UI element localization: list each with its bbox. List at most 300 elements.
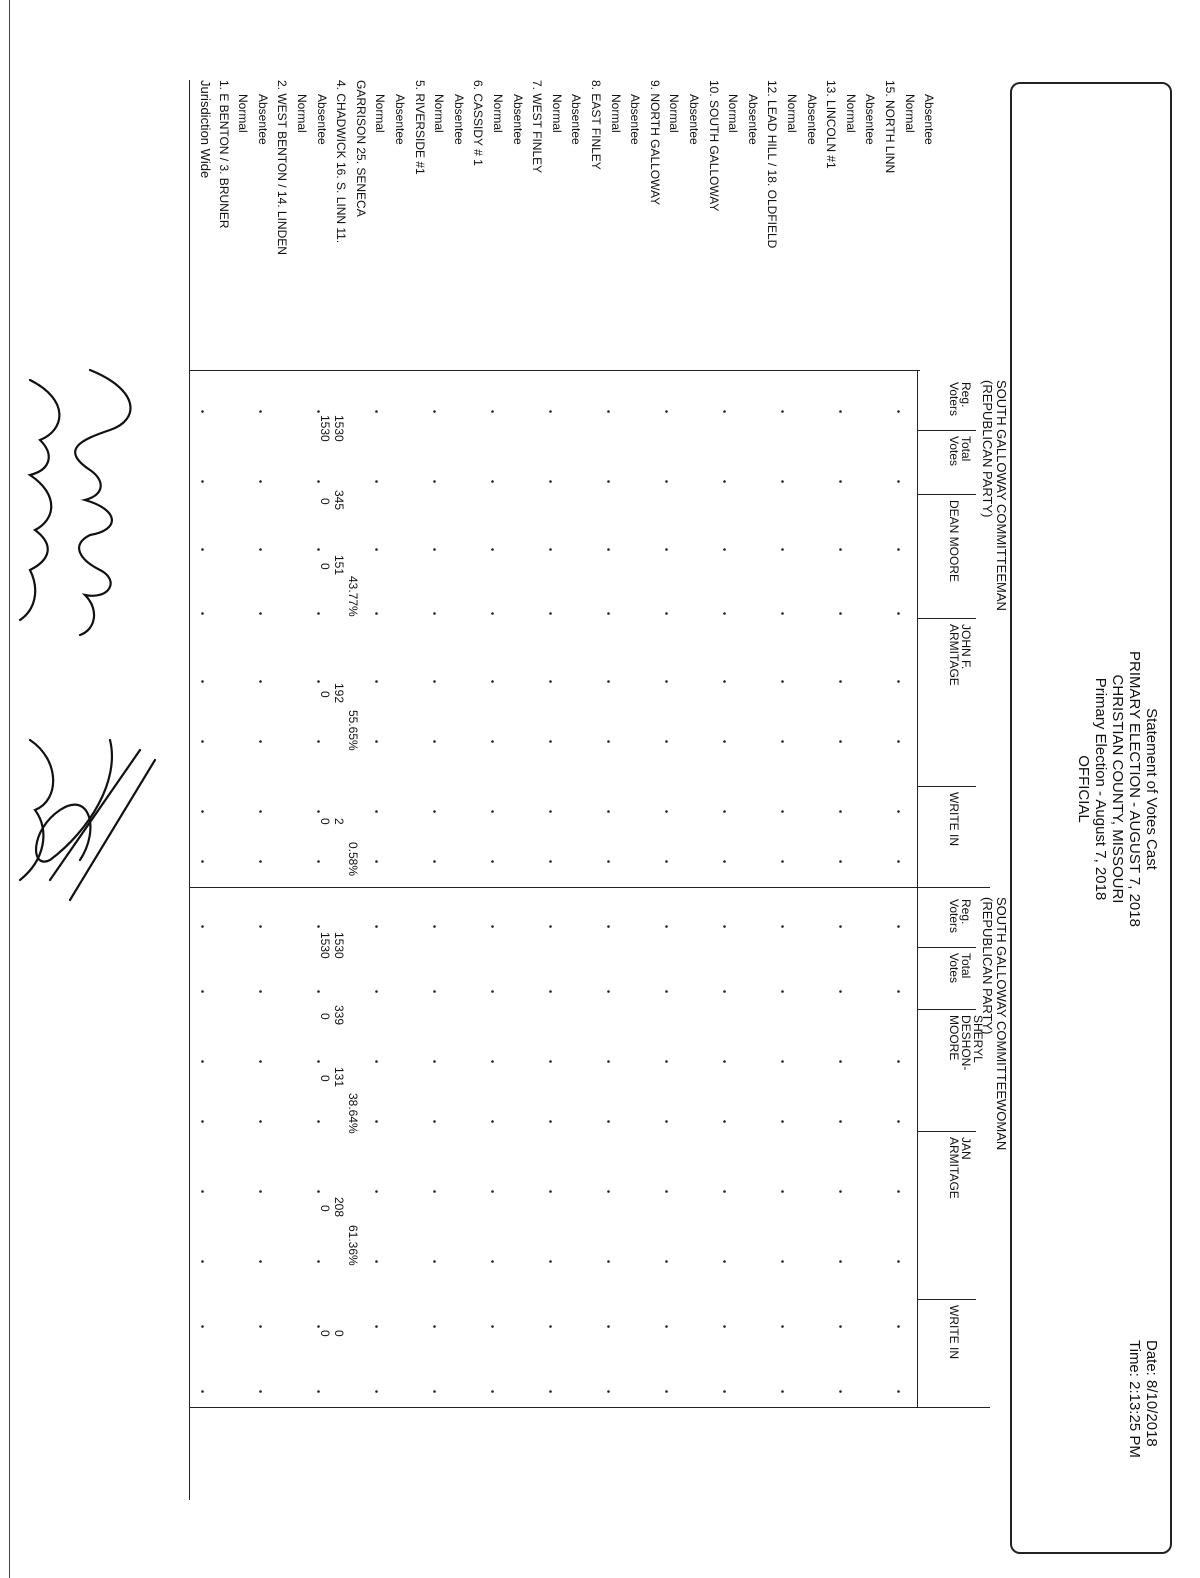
empty-cell-dot bbox=[665, 410, 668, 413]
empty-cell-dot bbox=[549, 1060, 552, 1063]
empty-cell-dot bbox=[607, 1390, 610, 1393]
contest2-col-cand1 bbox=[948, 1015, 984, 1070]
empty-cell-dot bbox=[317, 740, 320, 743]
empty-cell-dot bbox=[897, 1260, 900, 1263]
empty-cell-dot bbox=[839, 548, 842, 551]
empty-cell-dot bbox=[549, 1325, 552, 1328]
empty-cell-dot bbox=[317, 925, 320, 928]
empty-cell-dot bbox=[433, 1390, 436, 1393]
empty-cell-dot bbox=[491, 1120, 494, 1123]
cand2-label-b: ARMITAGE bbox=[947, 624, 961, 686]
precinct-label: 15. NORTH LINN bbox=[883, 80, 897, 174]
empty-cell-dot bbox=[665, 740, 668, 743]
empty-cell-dot bbox=[491, 990, 494, 993]
empty-cell-dot bbox=[665, 1120, 668, 1123]
empty-cell-dot bbox=[839, 1260, 842, 1263]
empty-cell-dot bbox=[607, 410, 610, 413]
empty-cell-dot bbox=[607, 925, 610, 928]
empty-cell-dot bbox=[897, 1060, 900, 1063]
empty-cell-dot bbox=[549, 1260, 552, 1263]
empty-cell-dot bbox=[781, 1190, 784, 1193]
empty-cell-dot bbox=[897, 480, 900, 483]
empty-cell-dot bbox=[317, 1120, 320, 1123]
empty-cell-dot bbox=[839, 990, 842, 993]
contest1-col-cand1: DEAN MOORE bbox=[947, 500, 961, 583]
empty-cell-dot bbox=[433, 480, 436, 483]
empty-cell-dot bbox=[201, 1325, 204, 1328]
empty-cell-dot bbox=[607, 612, 610, 615]
empty-cell-dot bbox=[433, 680, 436, 683]
empty-cell-dot bbox=[723, 740, 726, 743]
empty-cell-dot bbox=[317, 410, 320, 413]
empty-cell-dot bbox=[201, 548, 204, 551]
contest2-col-writein: WRITE IN bbox=[947, 1305, 961, 1359]
empty-cell-dot bbox=[375, 480, 378, 483]
column-header-rule bbox=[917, 370, 918, 1407]
empty-cell-dot bbox=[375, 548, 378, 551]
c2-normal-writein: 0 bbox=[332, 1330, 346, 1337]
jurisdiction-divider bbox=[190, 370, 920, 371]
vote-type-label: Absentee bbox=[510, 94, 525, 145]
empty-cell-dot bbox=[723, 480, 726, 483]
empty-cell-dot bbox=[607, 680, 610, 683]
empty-cell-dot bbox=[549, 1190, 552, 1193]
contest1-col-writein: WRITE IN bbox=[947, 792, 961, 846]
empty-cell-dot bbox=[491, 410, 494, 413]
empty-cell-dot bbox=[607, 548, 610, 551]
report-time: Time: 2:13:25 PM bbox=[1126, 1340, 1143, 1458]
vote-type-label: Normal bbox=[549, 94, 564, 133]
empty-cell-dot bbox=[607, 1120, 610, 1123]
empty-cell-dot bbox=[897, 410, 900, 413]
cand1-label-a: SHERYL bbox=[971, 1015, 985, 1063]
empty-cell-dot bbox=[665, 480, 668, 483]
empty-cell-dot bbox=[839, 860, 842, 863]
empty-cell-dot bbox=[317, 1060, 320, 1063]
empty-cell-dot bbox=[549, 860, 552, 863]
empty-cell-dot bbox=[897, 1325, 900, 1328]
empty-cell-dot bbox=[549, 1390, 552, 1393]
empty-cell-dot bbox=[607, 810, 610, 813]
empty-cell-dot bbox=[201, 1390, 204, 1393]
empty-cell-dot bbox=[259, 810, 262, 813]
empty-cell-dot bbox=[897, 860, 900, 863]
empty-cell-dot bbox=[723, 990, 726, 993]
vote-type-label: Absentee bbox=[922, 94, 937, 145]
total-label-b: Votes bbox=[947, 953, 961, 984]
empty-cell-dot bbox=[839, 612, 842, 615]
empty-cell-dot bbox=[839, 410, 842, 413]
vote-type-label: Normal bbox=[785, 94, 799, 133]
empty-cell-dot bbox=[433, 548, 436, 551]
empty-cell-dot bbox=[433, 1190, 436, 1193]
empty-cell-dot bbox=[259, 410, 262, 413]
empty-cell-dot bbox=[607, 990, 610, 993]
empty-cell-dot bbox=[781, 480, 784, 483]
empty-cell-dot bbox=[433, 990, 436, 993]
empty-cell-dot bbox=[491, 1260, 494, 1263]
election-subtitle: Primary Election - August 7, 2018 bbox=[1092, 677, 1109, 901]
reg-label-a: Reg. bbox=[959, 382, 973, 408]
empty-cell-dot bbox=[317, 680, 320, 683]
empty-cell-dot bbox=[607, 740, 610, 743]
empty-cell-dot bbox=[897, 990, 900, 993]
empty-cell-dot bbox=[897, 925, 900, 928]
vote-type-label: Normal bbox=[236, 94, 251, 133]
hdr-sep bbox=[918, 1131, 976, 1132]
vote-type-label: Absentee bbox=[745, 94, 760, 145]
empty-cell-dot bbox=[433, 1260, 436, 1263]
precinct-label: 5. RIVERSIDE #1 bbox=[412, 80, 427, 175]
empty-cell-dot bbox=[317, 548, 320, 551]
empty-cell-dot bbox=[549, 810, 552, 813]
vote-type-label: Normal bbox=[608, 94, 623, 133]
vote-type-label: Normal bbox=[902, 94, 917, 133]
hdr-sep bbox=[918, 430, 976, 431]
empty-cell-dot bbox=[317, 1190, 320, 1193]
empty-cell-dot bbox=[317, 480, 320, 483]
precinct-label: 9. NORTH GALLOWAY bbox=[647, 80, 662, 206]
empty-cell-dot bbox=[201, 612, 204, 615]
empty-cell-dot bbox=[375, 410, 378, 413]
empty-cell-dot bbox=[491, 1190, 494, 1193]
contest2-col-cand2 bbox=[948, 1137, 972, 1199]
empty-cell-dot bbox=[491, 860, 494, 863]
empty-cell-dot bbox=[375, 1190, 378, 1193]
precinct-label: 1. E BENTON / 3. BRUNER bbox=[216, 80, 231, 229]
empty-cell-dot bbox=[839, 1120, 842, 1123]
empty-cell-dot bbox=[723, 1120, 726, 1123]
empty-cell-dot bbox=[723, 612, 726, 615]
official-label: OFFICIAL bbox=[1075, 755, 1092, 823]
empty-cell-dot bbox=[375, 1260, 378, 1263]
empty-cell-dot bbox=[549, 925, 552, 928]
empty-cell-dot bbox=[665, 1060, 668, 1063]
empty-cell-dot bbox=[781, 1260, 784, 1263]
c2-cand1-pct: 38.64% bbox=[346, 1093, 360, 1134]
empty-cell-dot bbox=[201, 1120, 204, 1123]
empty-cell-dot bbox=[839, 1390, 842, 1393]
precinct-label: 12. LEAD HILL / 18. OLDFIELD bbox=[765, 80, 780, 249]
reg-label-a: Reg. bbox=[959, 899, 973, 925]
empty-cell-dot bbox=[781, 612, 784, 615]
empty-cell-dot bbox=[491, 1325, 494, 1328]
empty-cell-dot bbox=[491, 810, 494, 813]
c1-absentee-writein: 0 bbox=[318, 818, 332, 825]
empty-cell-dot bbox=[549, 1120, 552, 1123]
empty-cell-dot bbox=[607, 860, 610, 863]
empty-cell-dot bbox=[491, 548, 494, 551]
precinct-label: 4. CHADWICK 16. S. LINN 11. bbox=[334, 80, 349, 244]
empty-cell-dot bbox=[375, 990, 378, 993]
empty-cell-dot bbox=[201, 680, 204, 683]
empty-cell-dot bbox=[375, 1120, 378, 1123]
c2-absentee-writein: 0 bbox=[318, 1330, 332, 1337]
c2-absentee-reg: 1530 bbox=[318, 932, 332, 959]
contest2-col-reg bbox=[948, 899, 972, 933]
empty-cell-dot bbox=[549, 990, 552, 993]
reg-label-b: Voters bbox=[947, 382, 961, 417]
empty-cell-dot bbox=[607, 1260, 610, 1263]
c1-absentee-reg: 1530 bbox=[318, 415, 332, 442]
empty-cell-dot bbox=[665, 810, 668, 813]
empty-cell-dot bbox=[375, 925, 378, 928]
contest2-party: (REPUBLICAN PARTY) bbox=[980, 897, 995, 1035]
empty-cell-dot bbox=[723, 810, 726, 813]
table-right-edge bbox=[190, 1407, 990, 1408]
empty-cell-dot bbox=[781, 1325, 784, 1328]
contest1-col-reg bbox=[948, 382, 972, 416]
empty-cell-dot bbox=[897, 1190, 900, 1193]
empty-cell-dot bbox=[897, 1390, 900, 1393]
empty-cell-dot bbox=[375, 680, 378, 683]
empty-cell-dot bbox=[433, 1120, 436, 1123]
empty-cell-dot bbox=[433, 1325, 436, 1328]
reg-label-b: Voters bbox=[947, 899, 961, 934]
empty-cell-dot bbox=[259, 480, 262, 483]
empty-cell-dot bbox=[433, 860, 436, 863]
empty-cell-dot bbox=[897, 680, 900, 683]
empty-cell-dot bbox=[259, 1325, 262, 1328]
empty-cell-dot bbox=[317, 1260, 320, 1263]
precinct-label: 13. LINCOLN #1 bbox=[824, 80, 839, 169]
c1-normal-writein: 2 bbox=[332, 818, 346, 825]
empty-cell-dot bbox=[665, 1260, 668, 1263]
empty-cell-dot bbox=[897, 548, 900, 551]
vote-type-label: Absentee bbox=[628, 94, 643, 145]
c1-normal-cand1: 151 bbox=[332, 555, 346, 576]
c2-normal-cand1: 131 bbox=[332, 1067, 346, 1088]
empty-cell-dot bbox=[433, 612, 436, 615]
empty-cell-dot bbox=[781, 860, 784, 863]
vote-type-label: Normal bbox=[295, 94, 309, 133]
empty-cell-dot bbox=[375, 1390, 378, 1393]
hdr-sep bbox=[918, 1299, 976, 1300]
total-label-a: Total bbox=[959, 436, 973, 462]
cand2-label-b: ARMITAGE bbox=[947, 1137, 961, 1199]
empty-cell-dot bbox=[723, 925, 726, 928]
vote-type-label: Absentee bbox=[314, 94, 329, 145]
jurisdiction-header: Jurisdiction Wide bbox=[198, 80, 213, 179]
c1-writein-pct: 0.58% bbox=[346, 842, 360, 877]
c1-absentee-cand1: 0 bbox=[318, 563, 332, 570]
vote-type-label: Absentee bbox=[804, 94, 819, 145]
empty-cell-dot bbox=[549, 680, 552, 683]
precinct-label: 8. EAST FINLEY bbox=[589, 80, 603, 170]
empty-cell-dot bbox=[433, 810, 436, 813]
empty-cell-dot bbox=[781, 925, 784, 928]
vote-type-label: Normal bbox=[843, 94, 858, 133]
empty-cell-dot bbox=[781, 990, 784, 993]
empty-cell-dot bbox=[259, 925, 262, 928]
empty-cell-dot bbox=[665, 1390, 668, 1393]
empty-cell-dot bbox=[201, 480, 204, 483]
vote-type-label: Normal bbox=[432, 94, 447, 133]
empty-cell-dot bbox=[317, 1325, 320, 1328]
empty-cell-dot bbox=[607, 480, 610, 483]
empty-cell-dot bbox=[317, 612, 320, 615]
empty-cell-dot bbox=[665, 1325, 668, 1328]
cand2-label-a: JAN bbox=[959, 1137, 973, 1160]
empty-cell-dot bbox=[201, 925, 204, 928]
empty-cell-dot bbox=[375, 1325, 378, 1328]
c1-absentee-cand2: 0 bbox=[318, 691, 332, 698]
empty-cell-dot bbox=[433, 925, 436, 928]
empty-cell-dot bbox=[201, 410, 204, 413]
empty-cell-dot bbox=[317, 810, 320, 813]
empty-cell-dot bbox=[259, 612, 262, 615]
empty-cell-dot bbox=[607, 1190, 610, 1193]
empty-cell-dot bbox=[723, 1390, 726, 1393]
empty-cell-dot bbox=[549, 548, 552, 551]
empty-cell-dot bbox=[723, 1060, 726, 1063]
vote-type-label: Absentee bbox=[255, 94, 270, 145]
vote-type-label: Absentee bbox=[687, 94, 701, 145]
empty-cell-dot bbox=[259, 680, 262, 683]
contest2-name: SOUTH GALLOWAY COMMITTEEWOMAN bbox=[994, 897, 1009, 1151]
precinct-label: 2. WEST BENTON / 14. LINDEN bbox=[275, 80, 290, 255]
report-title: Statement of Votes Cast bbox=[1143, 708, 1160, 870]
empty-cell-dot bbox=[201, 860, 204, 863]
county-name: CHRISTIAN COUNTY, MISSOURI bbox=[1109, 674, 1126, 904]
c2-absentee-cand2: 0 bbox=[318, 1205, 332, 1212]
empty-cell-dot bbox=[665, 1190, 668, 1193]
total-label-b: Votes bbox=[947, 436, 961, 467]
hdr-sep bbox=[918, 494, 976, 495]
empty-cell-dot bbox=[665, 680, 668, 683]
empty-cell-dot bbox=[201, 810, 204, 813]
empty-cell-dot bbox=[317, 860, 320, 863]
vote-type-label: Absentee bbox=[569, 94, 584, 145]
empty-cell-dot bbox=[665, 612, 668, 615]
empty-cell-dot bbox=[723, 860, 726, 863]
empty-cell-dot bbox=[781, 810, 784, 813]
vote-type-label: Absentee bbox=[863, 94, 878, 145]
c1-normal-reg: 1530 bbox=[332, 415, 346, 442]
empty-cell-dot bbox=[897, 740, 900, 743]
empty-cell-dot bbox=[723, 1260, 726, 1263]
empty-cell-dot bbox=[201, 740, 204, 743]
hdr-sep bbox=[918, 947, 976, 948]
empty-cell-dot bbox=[665, 860, 668, 863]
empty-cell-dot bbox=[491, 680, 494, 683]
empty-cell-dot bbox=[375, 740, 378, 743]
empty-cell-dot bbox=[781, 1390, 784, 1393]
empty-cell-dot bbox=[491, 925, 494, 928]
empty-cell-dot bbox=[839, 925, 842, 928]
c2-normal-total: 339 bbox=[332, 1005, 346, 1026]
empty-cell-dot bbox=[839, 480, 842, 483]
c1-cand2-pct: 55.65% bbox=[346, 710, 360, 751]
empty-cell-dot bbox=[723, 680, 726, 683]
empty-cell-dot bbox=[259, 1260, 262, 1263]
empty-cell-dot bbox=[897, 612, 900, 615]
handwritten-signatures bbox=[0, 360, 180, 920]
vote-type-label: Normal bbox=[373, 94, 388, 133]
empty-cell-dot bbox=[259, 548, 262, 551]
c2-normal-cand2: 208 bbox=[332, 1197, 346, 1218]
cand1-label-c: MOORE bbox=[947, 1015, 961, 1061]
empty-cell-dot bbox=[375, 1060, 378, 1063]
contest1-col-total bbox=[948, 436, 972, 466]
empty-cell-dot bbox=[259, 1060, 262, 1063]
empty-cell-dot bbox=[839, 1060, 842, 1063]
contest1-col-cand2 bbox=[948, 624, 972, 686]
empty-cell-dot bbox=[781, 548, 784, 551]
vote-type-label: Absentee bbox=[393, 94, 407, 145]
c1-cand1-pct: 43.77% bbox=[346, 576, 360, 617]
empty-cell-dot bbox=[781, 1120, 784, 1123]
empty-cell-dot bbox=[433, 740, 436, 743]
empty-cell-dot bbox=[491, 480, 494, 483]
empty-cell-dot bbox=[433, 1060, 436, 1063]
empty-cell-dot bbox=[839, 680, 842, 683]
empty-cell-dot bbox=[491, 1060, 494, 1063]
cand2-label-a: JOHN F. bbox=[959, 624, 973, 670]
empty-cell-dot bbox=[549, 612, 552, 615]
empty-cell-dot bbox=[375, 810, 378, 813]
empty-cell-dot bbox=[375, 860, 378, 863]
contest1-name: SOUTH GALLOWAY COMMITTEEMAN bbox=[994, 380, 1009, 611]
election-name: PRIMARY ELECTION - AUGUST 7, 2018 bbox=[1126, 651, 1143, 927]
precinct-label: 10. SOUTH GALLOWAY bbox=[706, 80, 721, 212]
precinct-label: 7. WEST FINLEY bbox=[530, 80, 545, 174]
empty-cell-dot bbox=[549, 740, 552, 743]
precinct-label: 6. CASSIDY # 1 bbox=[471, 80, 486, 166]
empty-cell-dot bbox=[839, 1190, 842, 1193]
empty-cell-dot bbox=[839, 1325, 842, 1328]
c2-cand2-pct: 61.36% bbox=[346, 1225, 360, 1266]
empty-cell-dot bbox=[317, 1390, 320, 1393]
c2-normal-reg: 1530 bbox=[332, 932, 346, 959]
empty-cell-dot bbox=[723, 1190, 726, 1193]
c1-absentee-total: 0 bbox=[318, 498, 332, 505]
empty-cell-dot bbox=[491, 1390, 494, 1393]
empty-cell-dot bbox=[665, 548, 668, 551]
c2-absentee-cand1: 0 bbox=[318, 1075, 332, 1082]
empty-cell-dot bbox=[491, 612, 494, 615]
empty-cell-dot bbox=[839, 810, 842, 813]
contest1-party: (REPUBLICAN PARTY) bbox=[980, 380, 995, 518]
empty-cell-dot bbox=[201, 1260, 204, 1263]
contest-divider bbox=[190, 887, 990, 888]
empty-cell-dot bbox=[375, 612, 378, 615]
cand1-label-b: DESHON- bbox=[959, 1015, 973, 1071]
empty-cell-dot bbox=[723, 410, 726, 413]
empty-cell-dot bbox=[201, 1190, 204, 1193]
empty-cell-dot bbox=[259, 740, 262, 743]
empty-cell-dot bbox=[259, 860, 262, 863]
vote-type-label: Normal bbox=[491, 94, 505, 133]
empty-cell-dot bbox=[259, 1390, 262, 1393]
empty-cell-dot bbox=[259, 1190, 262, 1193]
empty-cell-dot bbox=[723, 548, 726, 551]
vote-type-label: Normal bbox=[667, 94, 682, 133]
empty-cell-dot bbox=[201, 990, 204, 993]
empty-cell-dot bbox=[317, 990, 320, 993]
empty-cell-dot bbox=[201, 1060, 204, 1063]
c1-normal-total: 345 bbox=[332, 490, 346, 511]
report-date: Date: 8/10/2018 bbox=[1143, 1340, 1160, 1447]
empty-cell-dot bbox=[259, 1120, 262, 1123]
contest2-col-total bbox=[948, 953, 972, 983]
vote-type-label: Normal bbox=[726, 94, 741, 133]
c2-absentee-total: 0 bbox=[318, 1013, 332, 1020]
empty-cell-dot bbox=[665, 990, 668, 993]
empty-cell-dot bbox=[897, 1120, 900, 1123]
empty-cell-dot bbox=[259, 990, 262, 993]
hdr-sep bbox=[918, 786, 976, 787]
